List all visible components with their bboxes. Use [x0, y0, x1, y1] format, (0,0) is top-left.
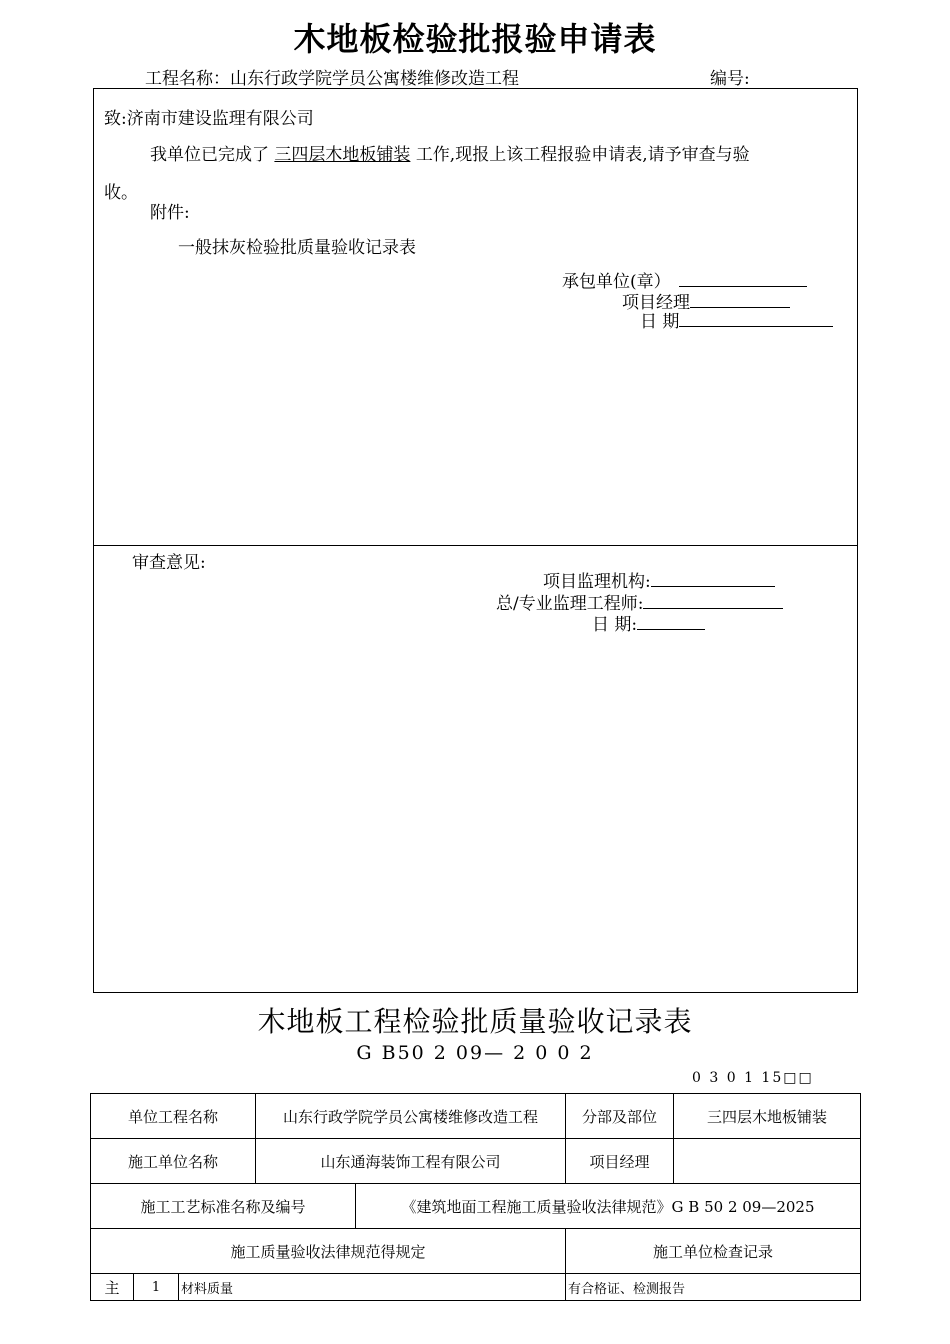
- row-number: 1: [134, 1274, 179, 1301]
- builder-label: 施工单位名称: [91, 1139, 256, 1184]
- agency-label: 项目监理机构:: [543, 572, 651, 592]
- record-standard: G B50 2 09— 2 0 0 2: [356, 1042, 594, 1064]
- manager-line: [690, 290, 790, 308]
- division-label: 分部及部位: [566, 1094, 674, 1139]
- review-date-signature: [592, 610, 705, 635]
- work-item: 三四层木地板铺装: [274, 145, 411, 165]
- process-label: 施工工艺标准名称及编号: [91, 1184, 356, 1229]
- row-main-label: 主: [91, 1274, 134, 1301]
- intro-wrap: 收。: [104, 183, 138, 203]
- record-title: 木地板工程检验批质量验收记录表: [257, 1005, 693, 1038]
- date-label: 日 期: [640, 312, 680, 332]
- contractor-label: 承包单位(章）: [562, 272, 671, 292]
- builder-value: 山东通海装饰工程有限公司: [256, 1139, 566, 1184]
- table-row: [91, 1274, 861, 1301]
- review-date-label: 日 期:: [592, 615, 638, 635]
- page-title: 木地板检验批报验申请表: [293, 20, 657, 58]
- row-item: 材料质量: [179, 1274, 566, 1301]
- contractor-line: [679, 269, 807, 287]
- process-value: 《建筑地面工程施工质量验收法律规范》G B 50 2 09—2025: [356, 1184, 861, 1229]
- recipient: 致:济南市建设监理有限公司: [104, 109, 314, 129]
- check-label: 施工单位检查记录: [566, 1229, 861, 1274]
- date-signature: [640, 307, 833, 332]
- unit-project-value: 山东行政学院学员公寓楼维修改造工程: [256, 1094, 566, 1139]
- project-name-line: [145, 64, 519, 89]
- pm-value: [674, 1139, 861, 1184]
- attachment-item: 一般抹灰检验批质量验收记录表: [178, 238, 416, 258]
- review-date-line: [637, 612, 705, 630]
- table-row: [91, 1094, 861, 1139]
- engineer-label: 总/专业监理工程师:: [496, 594, 644, 614]
- attachment-label: 附件:: [150, 203, 190, 223]
- intro-before: 我单位已完成了: [150, 145, 269, 165]
- pm-label: 项目经理: [566, 1139, 674, 1184]
- engineer-line: [643, 591, 783, 609]
- spec-label: 施工质量验收法律规范得规定: [91, 1229, 566, 1274]
- record-table: [90, 1093, 861, 1301]
- number-label: 编号:: [710, 69, 750, 89]
- intro-line: [150, 140, 750, 165]
- intro-after: 工作,现报上该工程报验申请表,请予审查与验: [415, 145, 750, 165]
- project-name: 山东行政学院学员公寓楼维修改造工程: [230, 69, 519, 89]
- division-value: 三四层木地板铺装: [674, 1094, 861, 1139]
- project-label: 工程名称：: [145, 69, 230, 89]
- table-row: [91, 1184, 861, 1229]
- agency-line: [651, 569, 775, 587]
- date-line: [679, 309, 833, 327]
- unit-project-label: 单位工程名称: [91, 1094, 256, 1139]
- review-opinion-label: 审查意见:: [132, 553, 206, 573]
- table-row: [91, 1139, 861, 1184]
- row-record: 有合格证、检测报告: [566, 1274, 861, 1301]
- table-row: [91, 1229, 861, 1274]
- manager-label: 项目经理: [622, 293, 690, 313]
- record-code: 0 3 0 1 15□□: [692, 1070, 814, 1086]
